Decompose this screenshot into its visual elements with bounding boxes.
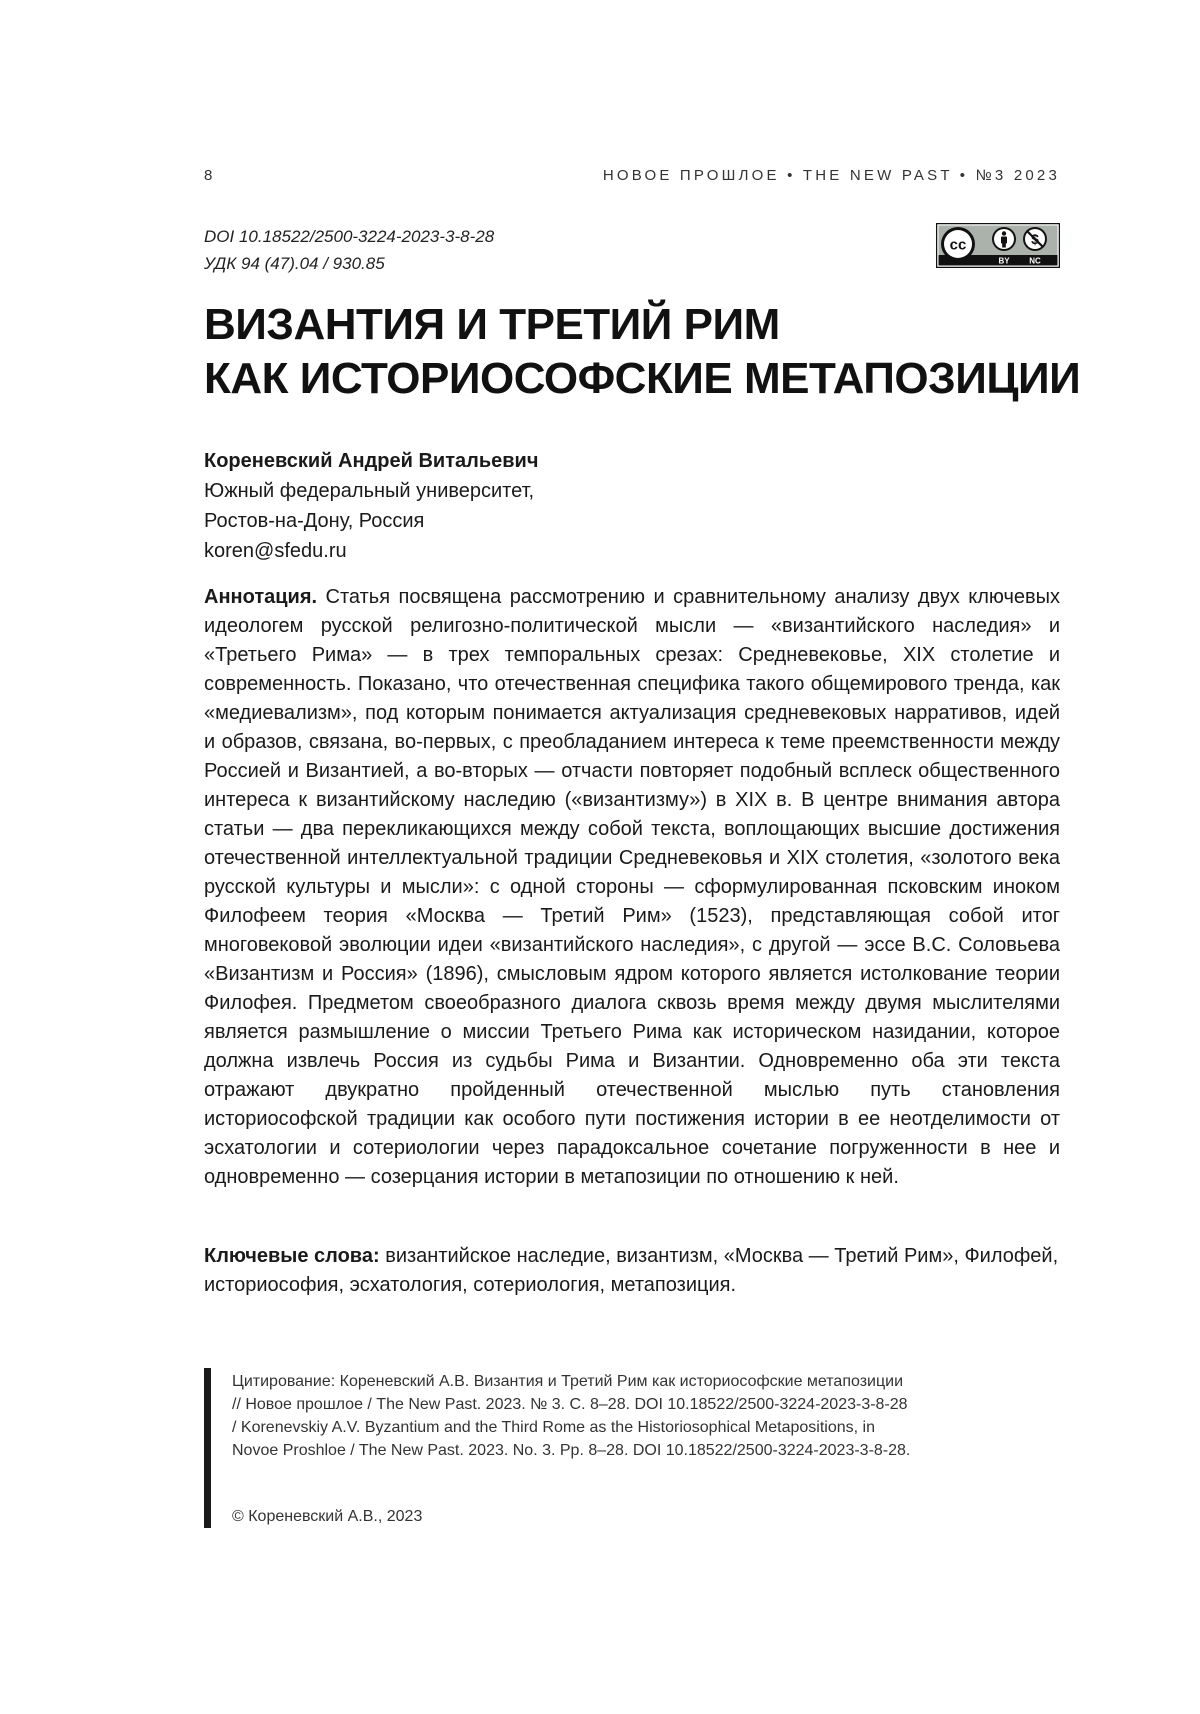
cc-icon-label: cc — [950, 237, 967, 254]
author-affiliation: Южный федеральный университет, — [204, 476, 538, 506]
article-title — [204, 298, 1084, 406]
author-location: Ростов-на-Дону, Россия — [204, 506, 538, 536]
title-line-2: КАК ИСТОРИОСОФСКИЕ МЕТАПОЗИЦИИ — [204, 352, 1084, 406]
citation-bar — [204, 1368, 211, 1528]
abstract-label: Аннотация. — [204, 586, 317, 608]
nc-label: NC — [1029, 257, 1041, 266]
running-header: НОВОЕ ПРОШЛОЕ • THE NEW PAST • №3 2023 — [603, 167, 1060, 184]
abstract — [204, 583, 1060, 1192]
title-line-1: ВИЗАНТИЯ И ТРЕТИЙ РИМ — [204, 298, 1084, 352]
author-email[interactable]: koren@sfedu.ru — [204, 536, 538, 566]
copyright: © Кореневский А.В., 2023 — [232, 1505, 422, 1528]
cc-by-nc-license-icon[interactable] — [936, 223, 1060, 268]
keywords-text: византийское наследие, византизм, «Москва — Третий Рим», Филофей, историософия, эсхатология, сотериология, метапозиция. — [204, 1245, 1058, 1296]
keywords-label: Ключевые слова: — [204, 1245, 380, 1267]
by-label: BY — [998, 257, 1010, 266]
article-identifiers — [204, 223, 494, 277]
udk: УДК 94 (47).04 / 930.85 — [204, 250, 494, 277]
doi[interactable]: DOI 10.18522/2500-3224-2023-3-8-28 — [204, 223, 494, 250]
keywords — [204, 1242, 1060, 1300]
author-block — [204, 446, 538, 566]
abstract-text: Статья посвящена рассмотрению и сравнительному анализу двух ключевых идеологем русской религозно-политической мысли — «византийского наследия» и «Третьего Рима» — в трех темпоральных срезах: Средневековье, XIX столетие и современность. Показано, что отечественная специфика такого общемирового тренда, как «медиевализм», под которым понимается актуализация средневековых нарративов, идей и образов, связана, во-первых, с преобладанием интереса к теме преемственности между Россией и Византией, а во-вторых — отчасти повторяет подобный всплеск общественного интереса к византийскому наследию («византизму») в XIX в. В центре внимания автора статьи — два перекликающихся между собой текста, воплощающих высшие достижения отечественной интеллектуальной традиции Средневековья и XIX столетия, «золотого века русской культуры и мысли»: с одной стороны — сформулированная псковским иноком Филофеем теория «Москва — Третий Рим» (1523), представляющая собой итог многовековой эволюции идеи «византийского наследия», с другой — эссе В.С. Соловьева «Византизм и Россия» (1896), смысловым ядром которого является истолкование теории Филофея. Предметом своеобразного диалога сквозь время между двумя мыслителями является размышление о миссии Третьего Рима как историческом назидании, которое должна извлечь Россия из судьбы Рима и Византии. Одновременно оба эти текста отражают двукратно пройденный отечественной мыслью путь становления историософской традиции как особого пути постижения истории в ее неотделимости от эсхатологии и сотериологии через парадоксальное сочетание погруженности в нее и одновременно — созерцания истории в метапозиции по отношению к ней. — [204, 586, 1060, 1188]
citation-text: Цитирование: Кореневский А.В. Византия и Третий Рим как историософские метапозиции // Новое прошлое / The New Past. 2023. № 3. С. 8–28. DOI 10.18522/2500-3224-2023-3-8-28 / Korenevskiy A.V. Byzantium and the Third Rome as the Historiosophical Metapositions, in Novoe Proshloe / The New Past. 2023. No. 3. Pp. 8–28. DOI 10.18522/2500-3224-2023-3-8-28. — [232, 1370, 912, 1462]
author-name: Кореневский Андрей Витальевич — [204, 446, 538, 476]
page-number: 8 — [204, 167, 213, 184]
